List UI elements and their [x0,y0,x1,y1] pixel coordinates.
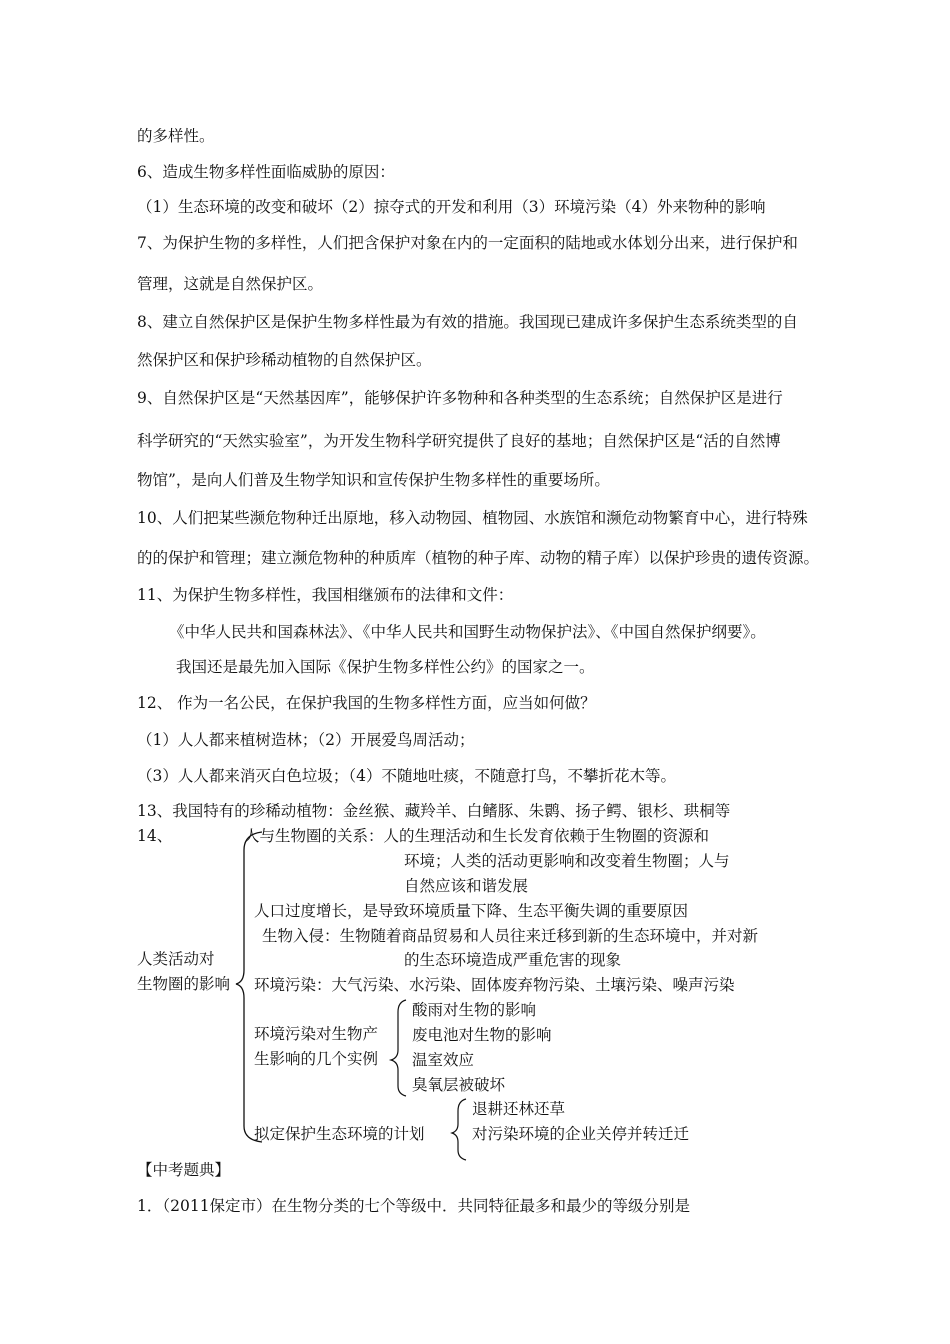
pollution-text: 环境污染：大气污染、水污染、固体废弃物污染、土壤污染、噪声污染 [254,976,735,994]
invasion-text: 的生态环境造成严重危害的现象 [404,951,622,969]
examples-label: 生影响的几个实例 [254,1050,379,1068]
examples-label: 环境污染对生物产 [254,1025,379,1043]
relation-text: 自然应该和谐发展 [404,877,529,895]
text-line: （1）人人都来植树造林；（2）开展爱鸟周活动； [137,731,475,749]
text-line: 的多样性。 [137,127,215,145]
population-text: 人口过度增长，是导致环境质量下降、生态平衡失调的重要原因 [254,902,689,920]
text-line: 7、为保护生物的多样性，人们把含保护对象在内的一定面积的陆地或水体划分出来，进行保护和 [137,234,798,252]
example-item: 酸雨对生物的影响 [412,1001,537,1019]
plan-item: 对污染环境的企业关停并转迁迁 [472,1125,690,1143]
text-line: 物馆”，是向人们普及生物学知识和宣传保护生物多样性的重要场所。 [137,471,610,489]
invasion-text: 生物入侵：生物随着商品贸易和人员往来迁移到新的生态环境中，并对新 [262,927,759,945]
text-line: 我国还是最先加入国际《保护生物多样性公约》的国家之一。 [176,658,595,676]
diagram-root-label: 人类活动对 [137,950,215,968]
plan-item: 退耕还林还草 [472,1100,566,1118]
example-item: 废电池对生物的影响 [412,1026,552,1044]
example-item: 臭氧层被破坏 [412,1076,506,1094]
plan-label: 拟定保护生态环境的计划 [254,1125,425,1143]
section-heading: 【中考题典】 [137,1161,231,1179]
text-line: 8、建立自然保护区是保护生物多样性最为有效的措施。我国现已建成许多保护生态系统类型的自 [137,313,798,331]
text-line: 科学研究的“天然实验室”，为开发生物科学研究提供了良好的基地；自然保护区是“活的自然博 [137,432,781,450]
example-item: 温室效应 [412,1051,475,1069]
text-line: （1）生态环境的改变和破坏（2）掠夺式的开发和利用（3）环境污染（4）外来物种的影响 [137,198,766,216]
item-number: 14、 [137,827,173,845]
text-line: 《中华人民共和国森林法》、《中华人民共和国野生动物保护法》、《中国自然保护纲要》。 [169,623,766,641]
diagram-root-label: 生物圈的影响 [137,975,231,993]
relation-text: 人与生物圈的关系：人的生理活动和生长发育依赖于生物圈的资源和 [244,827,710,845]
text-line: 13、我国特有的珍稀动植物：金丝猴、藏羚羊、白鳍豚、朱鹮、扬子鳄、银杉、珙桐等 [137,802,731,820]
text-line: 9、自然保护区是“天然基因库”，能够保护许多物种和各种类型的生态系统；自然保护区是进行 [137,389,783,407]
text-line: 管理，这就是自然保护区。 [137,275,324,293]
text-line: 11、为保护生物多样性，我国相继颁布的法律和文件： [137,586,514,604]
text-line: 6、造成生物多样性面临威胁的原因： [137,163,395,181]
text-line: （3）人人都来消灭白色垃圾；（4）不随地吐痰，不随意打鸟，不攀折花木等。 [137,767,676,785]
text-line: 然保护区和保护珍稀动植物的自然保护区。 [137,351,432,369]
text-line: 的的保护和管理；建立濒危物种的种质库（植物的种子库、动物的精子库）以保护珍贵的遗传资源。 [137,549,820,567]
relation-text: 环境；人类的活动更影响和改变着生物圈；人与 [404,852,730,870]
text-line: 12、 作为一名公民，在保护我国的生物多样性方面，应当如何做？ [137,694,596,712]
text-line: 10、人们把某些濒危物种迁出原地，移入动物园、植物园、水族馆和濒危动物繁育中心，进行特殊 [137,509,808,527]
question-text: 1．（2011保定市）在生物分类的七个等级中．共同特征最多和最少的等级分别是 [137,1197,691,1215]
